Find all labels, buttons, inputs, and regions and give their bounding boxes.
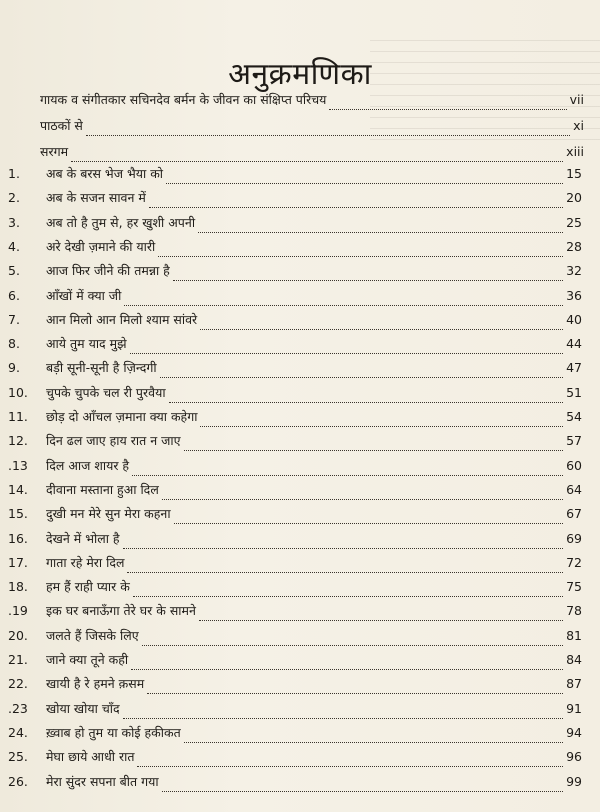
toc-entry	[8, 409, 582, 431]
entry-title: आन मिलो आन मिलो श्याम सांवरे	[46, 312, 198, 327]
dot-leader	[71, 161, 563, 162]
dot-leader	[173, 280, 563, 281]
entry-page-number: xi	[573, 118, 584, 133]
dot-leader	[147, 693, 563, 694]
dot-leader	[86, 135, 570, 136]
entry-title: गाता रहे मेरा दिल	[46, 555, 125, 570]
toc-entry	[8, 263, 582, 285]
entry-number: 6.	[8, 288, 20, 303]
entry-number: 14.	[8, 482, 28, 497]
dot-leader	[123, 718, 563, 719]
dot-leader	[329, 109, 566, 110]
dot-leader	[131, 669, 563, 670]
entry-page-number: 69	[566, 531, 582, 546]
toc-front-matter-entry	[40, 94, 584, 114]
entry-number: 24.	[8, 725, 28, 740]
dot-leader	[130, 353, 563, 354]
entry-number: 5.	[8, 263, 20, 278]
toc-entry	[8, 603, 582, 625]
entry-title: देखने में भोला है	[46, 531, 120, 546]
entry-number: 1.	[8, 166, 20, 181]
dot-leader	[200, 329, 563, 330]
entry-title: जलते हैं जिसके लिए	[46, 628, 139, 643]
toc-entry	[8, 652, 582, 674]
toc-entry	[8, 336, 582, 358]
toc-entry	[8, 239, 582, 261]
entry-number: 7.	[8, 312, 20, 327]
dot-leader	[184, 450, 564, 451]
entry-page-number: 87	[566, 676, 582, 691]
entry-page-number: 64	[566, 482, 582, 497]
entry-page-number: vii	[569, 92, 584, 107]
entry-page-number: 72	[566, 555, 582, 570]
toc-entry	[8, 166, 582, 188]
dot-leader	[166, 183, 563, 184]
dot-leader	[142, 645, 563, 646]
dot-leader	[162, 791, 563, 792]
entry-number: 18.	[8, 579, 28, 594]
toc-entry	[8, 749, 582, 771]
entry-title: चुपके चुपके चल री पुरवैया	[46, 385, 166, 400]
toc-front-matter-entry	[40, 120, 584, 140]
entry-page-number: 25	[566, 215, 582, 230]
entry-number: 16.	[8, 531, 28, 546]
entry-title: गायक व संगीतकार सचिनदेव बर्मन के जीवन का संक्षिप्त परिचय	[40, 92, 327, 107]
dot-leader	[127, 572, 563, 573]
dot-leader	[137, 766, 563, 767]
entry-title: आज फिर जीने की तमन्ना है	[46, 263, 170, 278]
entry-number: 8.	[8, 336, 20, 351]
toc-entry	[8, 288, 582, 310]
dot-leader	[174, 523, 564, 524]
entry-title: अब के बरस भेज भैया को	[46, 166, 164, 181]
entry-page-number: 96	[566, 749, 582, 764]
dot-leader	[199, 620, 563, 621]
entry-title: इक घर बनाऊँगा तेरे घर के सामने	[46, 603, 196, 618]
entry-page-number: 47	[566, 360, 582, 375]
entry-title: अरे देखी ज़माने की यारी	[46, 239, 156, 254]
entry-page-number: xiii	[566, 144, 584, 159]
entry-number: 10.	[8, 385, 28, 400]
entry-number: 11.	[8, 409, 28, 424]
toc-entry	[8, 360, 582, 382]
entry-title: दुखी मन मेरे सुन मेरा कहना	[46, 506, 171, 521]
entry-number: 21.	[8, 652, 28, 667]
toc-entry	[8, 701, 582, 723]
entry-page-number: 15	[566, 166, 582, 181]
toc-entry	[8, 385, 582, 407]
entry-page-number: 36	[566, 288, 582, 303]
entry-title: हम हैं राही प्यार के	[46, 579, 130, 594]
entry-number: .13	[8, 458, 28, 473]
entry-number: 12.	[8, 433, 28, 448]
entry-title: अब तो है तुम से, हर खुशी अपनी	[46, 215, 196, 230]
toc-entry	[8, 531, 582, 553]
entry-page-number: 20	[566, 190, 582, 205]
entry-number: 3.	[8, 215, 20, 230]
entry-page-number: 75	[566, 579, 582, 594]
dot-leader	[133, 596, 563, 597]
toc-entry	[8, 676, 582, 698]
toc-entry	[8, 190, 582, 212]
entry-title: बड़ी सूनी-सूनी है ज़िन्दगी	[46, 360, 157, 375]
entry-page-number: 32	[566, 263, 582, 278]
entry-title: खायी है रे हमने क़सम	[46, 676, 145, 691]
entry-title: खोया खोया चाँद	[46, 701, 120, 716]
entry-page-number: 91	[566, 701, 582, 716]
entry-title: ख़्वाब हो तुम या कोई हकीकत	[46, 725, 181, 740]
entry-title: जाने क्या तूने कही	[46, 652, 129, 667]
entry-title: छोड़ दो आँचल ज़माना क्या कहेगा	[46, 409, 198, 424]
dot-leader	[162, 499, 563, 500]
toc-entry	[8, 725, 582, 747]
entry-number: 4.	[8, 239, 20, 254]
entry-page-number: 67	[566, 506, 582, 521]
dot-leader	[198, 232, 563, 233]
entry-title: आये तुम याद मुझे	[46, 336, 127, 351]
entry-page-number: 44	[566, 336, 582, 351]
dot-leader	[200, 426, 563, 427]
entry-page-number: 57	[566, 433, 582, 448]
toc-entry	[8, 628, 582, 650]
entry-page-number: 81	[566, 628, 582, 643]
entry-title: पाठकों से	[40, 118, 83, 133]
dot-leader	[149, 207, 563, 208]
entry-number: 2.	[8, 190, 20, 205]
entry-number: 15.	[8, 506, 28, 521]
entry-number: 9.	[8, 360, 20, 375]
entry-page-number: 51	[566, 385, 582, 400]
entry-page-number: 60	[566, 458, 582, 473]
entry-number: 17.	[8, 555, 28, 570]
toc-entry	[8, 312, 582, 334]
page-title: अनुक्रमणिका	[228, 57, 372, 92]
toc-entry	[8, 555, 582, 577]
toc-entry	[8, 215, 582, 237]
toc-entry	[8, 506, 582, 528]
entry-page-number: 84	[566, 652, 582, 667]
toc-front-matter-entry	[40, 146, 584, 166]
toc-entry	[8, 482, 582, 504]
toc-entry	[8, 579, 582, 601]
entry-number: .23	[8, 701, 28, 716]
entry-title: मेघा छाये आधी रात	[46, 749, 135, 764]
entry-number: 26.	[8, 774, 28, 789]
entry-title: दिल आज शायर है	[46, 458, 130, 473]
entry-page-number: 94	[566, 725, 582, 740]
dot-leader	[132, 475, 563, 476]
entry-page-number: 54	[566, 409, 582, 424]
entry-page-number: 99	[566, 774, 582, 789]
dot-leader	[160, 377, 563, 378]
toc-entry	[8, 458, 582, 480]
dot-leader	[124, 305, 563, 306]
entry-title: अब के सजन सावन में	[46, 190, 146, 205]
entry-number: 22.	[8, 676, 28, 691]
toc-entry	[8, 433, 582, 455]
dot-leader	[158, 256, 563, 257]
entry-title: मेरा सुंदर सपना बीत गया	[46, 774, 159, 789]
entry-number: .19	[8, 603, 28, 618]
entry-title: सरगम	[40, 144, 69, 159]
entry-title: आँखों में क्या जी	[46, 288, 122, 303]
entry-page-number: 40	[566, 312, 582, 327]
dot-leader	[169, 402, 564, 403]
dot-leader	[184, 742, 563, 743]
entry-number: 20.	[8, 628, 28, 643]
dot-leader	[123, 548, 564, 549]
toc-entry	[8, 774, 582, 796]
entry-title: दिन ढल जाए हाय रात न जाए	[46, 433, 181, 448]
entry-page-number: 28	[566, 239, 582, 254]
entry-page-number: 78	[566, 603, 582, 618]
entry-number: 25.	[8, 749, 28, 764]
entry-title: दीवाना मस्ताना हुआ दिल	[46, 482, 159, 497]
